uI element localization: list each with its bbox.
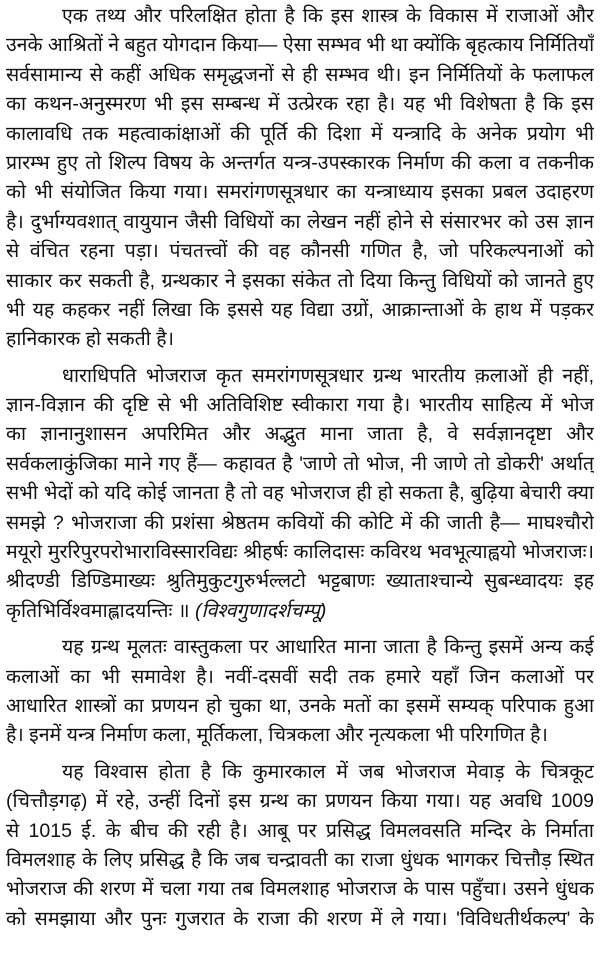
text-line (6, 787, 594, 816)
paragraph (6, 758, 594, 934)
text-line (6, 846, 594, 875)
text-line (6, 325, 594, 354)
line-text: उनके आश्रितों ने बहुत योगदान किया— ऐसा सम्भव भी था क्योंकि बृहत्काय निर्मितियाँ (6, 34, 594, 57)
text-line (6, 2, 594, 31)
line-text: यह विश्वास होता है कि कुमारकाल में जब भोजराज मेवाड़ के चित्रकूट (62, 760, 594, 783)
document-page (6, 2, 594, 941)
line-text: से वंचित रहना पड़ा। पंचतत्त्वों की वह कौनसी गणित है, जो परिकल्पनाओं को (6, 240, 594, 263)
paragraph (6, 2, 594, 355)
text-line (6, 208, 594, 237)
text-line (6, 61, 594, 90)
line-text: है। दुर्भाग्यवशात् वायुयान जैसी विधियों का लेखन नहीं होने से संसारभर को उस ज्ञान (6, 210, 594, 233)
paragraph (6, 633, 594, 751)
text-line (6, 149, 594, 178)
line-text: को भी संयोजित किया गया। समरांगणसूत्रधार का यन्त्राध्याय इसका प्रबल उदाहरण (6, 181, 594, 204)
text-line (6, 721, 594, 750)
text-line (6, 509, 594, 538)
text-line (6, 296, 594, 325)
line-text: आधारित शास्त्रों का प्रणयन हो चुका था, उनके मतों का इसमें सम्यक् परिपाक हुआ (6, 694, 594, 717)
text-line (6, 362, 594, 391)
line-text: प्रारम्भ हुए तो शिल्प विषय के अन्तर्गत यन्त्र-उपस्कारक निर्माण की कला व तकनीक (6, 151, 594, 174)
line-text: धाराधिपति भोजराज कृत समरांगणसूत्रधार ग्रन्थ भारतीय क़लाओं ही नहीं, (62, 364, 594, 387)
line-text: (चित्तौड़गढ़) में रहे, उन्हीं दिनों इस ग्रन्थ का प्रणयन किया गया। यह अवधि 1009 (6, 790, 594, 813)
text-line (6, 905, 594, 934)
citation: (विश्वगुणादर्शचम्पू) (195, 599, 327, 622)
line-text: कलाओं का भी समावेश है। नवीं-दसवीं सदी तक हमारे यहाँ जिन कलाओं पर (6, 665, 594, 688)
line-text: सर्वकलाकुंजिका माने गए हैं— कहावत है 'जाणे तो भोज, नी जाणे तो डोकरी' अर्थात् (6, 452, 594, 475)
line-text: का कथन-अनुस्मरण भी इस सम्बन्ध में उत्प्रेरक रहा है। यह भी विशेषता है कि इस (6, 93, 594, 116)
text-line (6, 90, 594, 119)
line-text: से 1015 ई. के बीच की रही है। आबू पर प्रसिद्ध विमलवसति मन्दिर के निर्माता (6, 819, 594, 842)
text-line (6, 178, 594, 207)
text-line (6, 597, 594, 626)
line-text: समझे ? भोजराजा की प्रशंसा श्रेष्ठतम कवियों की कोटि में की जाती है— माघश्चौरो (6, 511, 594, 534)
line-text: श्रीदण्डी डिण्डिमाख्यः श्रुतिमुकुटगुरुर्भल्लटो भट्टबाणः ख्याताश्चान्ये सुबन्ध्वादयः इह (6, 570, 594, 593)
line-text: सर्वसामान्य से कहीं अधिक समृद्धजनों से ही सम्भव थी। इन निर्मितियों के फलाफल (6, 63, 594, 86)
text-line (6, 567, 594, 596)
line-text: का ज्ञानानुशासन अपरिमित और अद्भुत माना जाता है, वे सर्वज्ञानदृष्टा और (6, 423, 594, 446)
line-text: है। इनमें यन्त्र निर्माण कला, मूर्तिकला, चित्रकला और नृत्यकला भी परिगणित है। (6, 724, 548, 747)
line-text: ज्ञान-विज्ञान की दृष्टि से भी अतिविशिष्ट स्वीकारा गया है। भारतीय साहित्य में भोज (6, 394, 594, 417)
paragraph (6, 362, 594, 627)
text-line (6, 633, 594, 662)
line-text: कालावधि तक महत्वाकांक्षाओं की पूर्ति की दिशा में यन्त्रादि के अनेक प्रयोग भी (6, 122, 594, 145)
text-line (6, 817, 594, 846)
line-text: एक तथ्य और परिलक्षित होता है कि इस शास्त्र के विकास में राजाओं और (62, 5, 594, 27)
line-text: हानिकारक हो सकती है। (6, 328, 174, 351)
text-line (6, 538, 594, 567)
line-text: को समझाया और पुनः गुजरात के राजा की शरण में ले गया। 'विविधतीर्थकल्प' के (6, 907, 594, 930)
text-line (6, 31, 594, 60)
text-line (6, 120, 594, 149)
line-text: भी यह कहकर नहीं लिखा कि इससे यह विद्या उग्रों, आक्रान्ताओं के हाथ में पड़कर (6, 298, 594, 321)
line-text: मयूरो मुररिपुरपरोभाराविस्सारविद्यः श्रीहर्षः कालिदासः कविरथ भवभूत्याह्वयो भोजराजः। (6, 541, 594, 564)
text-line (6, 758, 594, 787)
text-line (6, 663, 594, 692)
line-text: भोजराज की शरण में चला गया तब विमलशाह भोजराज के पास पहुँचा। उसने धुंधक (6, 878, 594, 901)
text-line (6, 875, 594, 904)
line-text: विमलशाह के लिए प्रसिद्ध है कि जब चन्द्रावती का राजा धुंधक भागकर चित्तौड़ स्थित (6, 848, 594, 871)
text-line (6, 420, 594, 449)
text-line (6, 450, 594, 479)
line-text: साकार कर सकती है, ग्रन्थकार ने इसका संकेत तो दिया किन्तु विधियों को जानते हुए (6, 269, 594, 292)
text-line (6, 237, 594, 266)
text-line (6, 391, 594, 420)
text-line (6, 479, 594, 508)
text-line (6, 692, 594, 721)
line-text: कृतिभिर्विश्वमाह्लादयन्तिः ॥ (6, 599, 190, 622)
text-line (6, 267, 594, 296)
line-text: सभी भेदों को यदि कोई जानता है तो वह भोजराज ही हो सकता है, बुढ़िया बेचारी क्या (6, 482, 594, 505)
line-text: यह ग्रन्थ मूलतः वास्तुकला पर आधारित माना जाता है किन्तु इसमें अन्य कई (62, 636, 594, 659)
